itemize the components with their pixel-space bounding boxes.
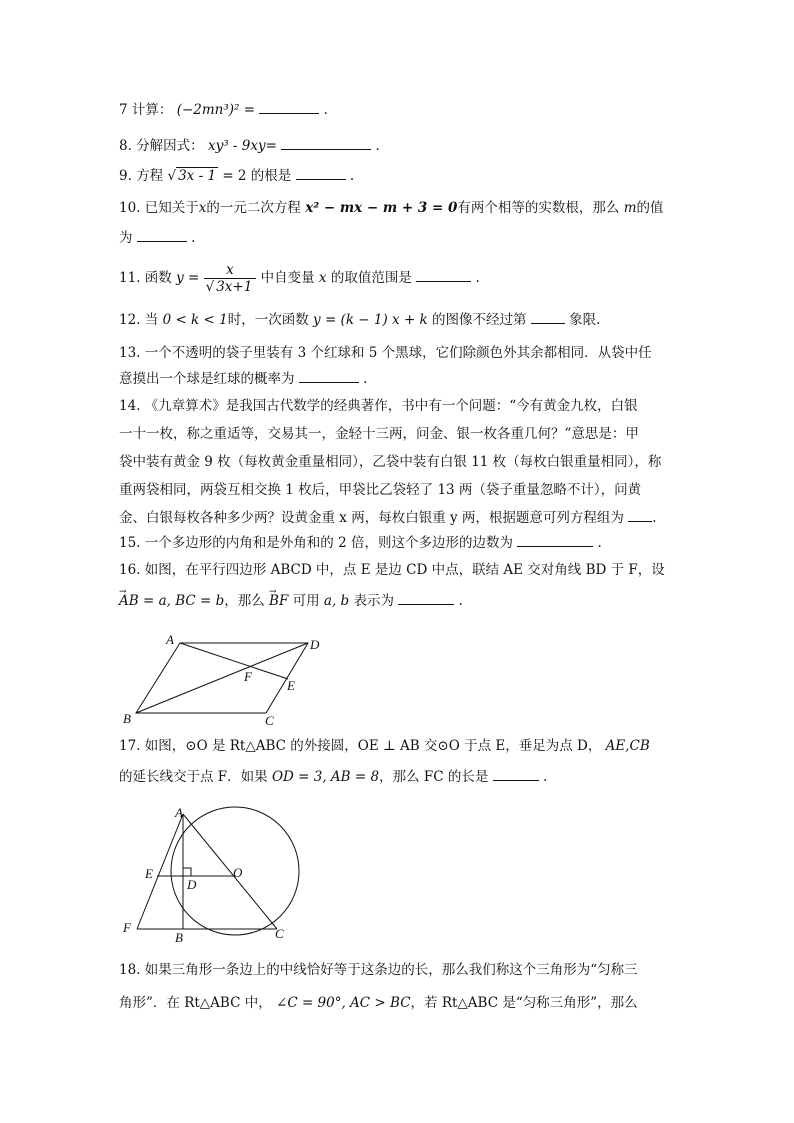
q17-end: .: [542, 769, 548, 785]
q15-text: 一个多边形的内角和是外角和的 2 倍，则这个多边形的边数为: [144, 535, 513, 551]
sqrt-icon: √: [167, 168, 177, 184]
question-9: [119, 163, 679, 189]
q9-answer-blank[interactable]: [296, 165, 346, 180]
q11-var: x: [318, 270, 327, 286]
q18-line1: 如果三角形一条边上的中线恰好等于这条边的长，那么我们称这个三角形为“匀称三: [144, 962, 638, 978]
q16-number: 16.: [119, 562, 141, 578]
q11-mid: 中自变量: [260, 270, 315, 286]
q18-number: 18.: [119, 962, 141, 978]
q18-line2b: ，若 Rt△ABC 是“匀称三角形”，那么: [410, 995, 638, 1011]
label-a: A: [166, 632, 174, 647]
q14-end: .: [652, 510, 657, 526]
q15-answer-blank[interactable]: [517, 532, 593, 547]
q16-text-d: 表示为: [353, 593, 394, 609]
label-d: D: [310, 637, 320, 652]
question-16-line2: [119, 588, 679, 614]
q11-prefix: 函数: [144, 270, 172, 286]
q8-end: .: [375, 138, 380, 154]
q9-number: 9.: [119, 168, 132, 184]
q10-answer-blank[interactable]: [137, 227, 187, 242]
label-e: E: [145, 866, 153, 881]
q15-number: 15.: [119, 535, 141, 551]
q14-line1: 《九章算术》是我国古代数学的经典著作，书中有一个问题：“今有黄金九枚，白银: [144, 398, 638, 414]
q16-text-c: 可用: [292, 593, 320, 609]
q17-ae-cb: AE,CB: [605, 738, 650, 754]
q17-line1a: 如图，⊙O 是 Rt△ABC 的外接圆，OE ⊥ AB 交⊙O 于点 E，垂足为点 D，: [144, 738, 602, 754]
q13-end: .: [363, 371, 368, 387]
q10-number: 10.: [119, 200, 141, 216]
question-16: [119, 557, 679, 583]
q18-condition: ∠C = 90°, AC > BC: [276, 995, 411, 1011]
q7-expression: (−2mn³)² =: [176, 102, 256, 118]
question-14-line5: [119, 505, 679, 531]
q14-line5: 金、白银每枚各种多少两？设黄金重 x 两，每枚白银重 y 两，根据题意可列方程组为: [119, 510, 624, 526]
q11-answer-blank[interactable]: [416, 267, 471, 282]
question-13-line2: [119, 366, 679, 392]
q12-number: 12.: [119, 312, 141, 328]
q13-line1: 一个不透明的袋子里装有 3 个红球和 5 个黑球，它们除颜色外其余都相同．从袋中任: [144, 345, 652, 361]
question-14-line4: [119, 477, 679, 503]
right-angle-mark: [183, 868, 191, 876]
q17-answer-blank[interactable]: [493, 766, 539, 781]
q16-vector-bf: → BF: [269, 588, 288, 614]
q7-prefix: 计算：: [131, 102, 173, 118]
question-17: [119, 733, 679, 759]
q7-end: .: [323, 102, 328, 118]
q13-line2: 意摸出一个球是红球的概率为: [119, 371, 295, 387]
q17-line2a: 的延长线交于点 F．如果: [119, 769, 268, 785]
q10-equation: x² − mx − m + 3 = 0: [305, 200, 458, 216]
q17-line2b: ，那么 FC 的长是: [379, 769, 489, 785]
q16-answer-blank[interactable]: [398, 590, 454, 605]
q16-ab: a, b: [323, 593, 350, 609]
question-18-line2: [119, 990, 679, 1016]
q14-line2: 一十一枚，称之重适等，交易其一，金轻十三两，问金、银一枚各重几何？”意思是：甲: [119, 426, 639, 442]
q9-radicand: 3x - 1: [178, 168, 217, 184]
question-11: [119, 262, 679, 295]
q17-number: 17.: [119, 738, 141, 754]
q14-number: 14.: [119, 398, 141, 414]
segment-af: [137, 814, 183, 929]
parallelogram-figure: [118, 630, 333, 730]
q17-condition: OD = 3, AB = 8: [271, 769, 380, 785]
q11-y: y =: [176, 270, 200, 286]
q11-frac-num: x: [204, 262, 257, 279]
q11-fraction: [204, 262, 257, 295]
q10-text-a: 已知关于: [144, 200, 199, 216]
q7-answer-blank[interactable]: [259, 99, 319, 114]
q16-end: .: [458, 593, 463, 609]
q11-number: 11.: [119, 270, 141, 286]
q12-answer-blank[interactable]: [531, 309, 565, 324]
diagonal-bd: [136, 643, 308, 713]
q15-end: .: [597, 535, 602, 551]
q11-frac-den: √ 3x+1: [205, 279, 253, 295]
question-18: [119, 957, 679, 983]
q18-line2a: 角形”．在 Rt△ABC 中，: [119, 995, 272, 1011]
q12-condition: 0 < k < 1: [162, 312, 228, 328]
question-13: [119, 340, 679, 366]
q16-vector-def: → AB = a, BC = b: [119, 588, 224, 614]
q14-line3: 袋中装有黄金 9 枚（每枚黄金重量相同），乙袋中装有白银 11 枚（每枚白银重量相同），称: [119, 454, 662, 470]
q16-line1: 如图，在平行四边形 ABCD 中，点 E 是边 CD 中点，联结 AE 交对角线 BD 于 F，设: [144, 562, 665, 578]
question-7: [119, 97, 679, 123]
segment-ac: [183, 814, 277, 929]
q16-text-b: ，那么: [224, 593, 265, 609]
q14-line4: 重两袋相同，两袋互相交换 1 枚后，甲袋比乙袋轻了 13 两（袋子重量忽略不计），问黄: [119, 482, 642, 498]
q10-var-x: x: [198, 200, 207, 216]
q11-suffix: 的取值范围是: [330, 270, 412, 286]
q10-end: .: [191, 230, 196, 246]
label-o: O: [233, 865, 243, 880]
q10-text-c: 有两个相等的实数根，那么: [457, 200, 620, 216]
q13-number: 13.: [119, 345, 141, 361]
q10-var-m: m: [623, 200, 637, 216]
q9-prefix: 方程: [136, 168, 164, 184]
q10-text-d: 的值: [636, 200, 664, 216]
q12-text-d: 象限.: [569, 312, 601, 328]
question-14-line2: [119, 421, 679, 447]
circle-figure: [117, 804, 307, 944]
q12-text-a: 当: [144, 312, 159, 328]
label-f: F: [244, 669, 252, 684]
q8-answer-blank[interactable]: [281, 135, 371, 150]
question-10-line2: [119, 225, 679, 251]
question-10: [119, 195, 679, 221]
q8-prefix: 分解因式：: [136, 138, 204, 154]
label-c: C: [265, 713, 274, 728]
q9-end: .: [349, 168, 355, 184]
label-c: C: [275, 926, 284, 941]
label-b: B: [123, 711, 131, 726]
question-17-line2: [119, 764, 679, 790]
q10-line2: 为: [119, 230, 133, 246]
q8-number: 8.: [119, 138, 132, 154]
q7-number: 7: [119, 102, 128, 118]
q8-expression: xy³ - 9xy=: [207, 138, 277, 154]
q10-text-b: 的一元二次方程: [206, 200, 301, 216]
q9-mid: = 2 的根是: [222, 168, 292, 184]
question-12: [119, 307, 679, 333]
label-b: B: [175, 930, 183, 944]
question-14-line3: [119, 449, 679, 475]
q12-text-c: 的图像不经过第: [432, 312, 527, 328]
label-d: D: [187, 877, 197, 892]
question-14: [119, 393, 679, 419]
label-a: A: [175, 805, 183, 820]
question-8: [119, 133, 679, 159]
q12-text-b: 时，一次函数: [227, 312, 309, 328]
q13-answer-blank[interactable]: [299, 368, 359, 383]
q14-answer-blank[interactable]: [628, 507, 652, 522]
q11-end: .: [475, 270, 480, 286]
label-f: F: [123, 920, 131, 935]
q12-function: y = (k − 1) x + k: [313, 312, 428, 328]
label-e: E: [287, 678, 295, 693]
question-15: [119, 530, 679, 556]
